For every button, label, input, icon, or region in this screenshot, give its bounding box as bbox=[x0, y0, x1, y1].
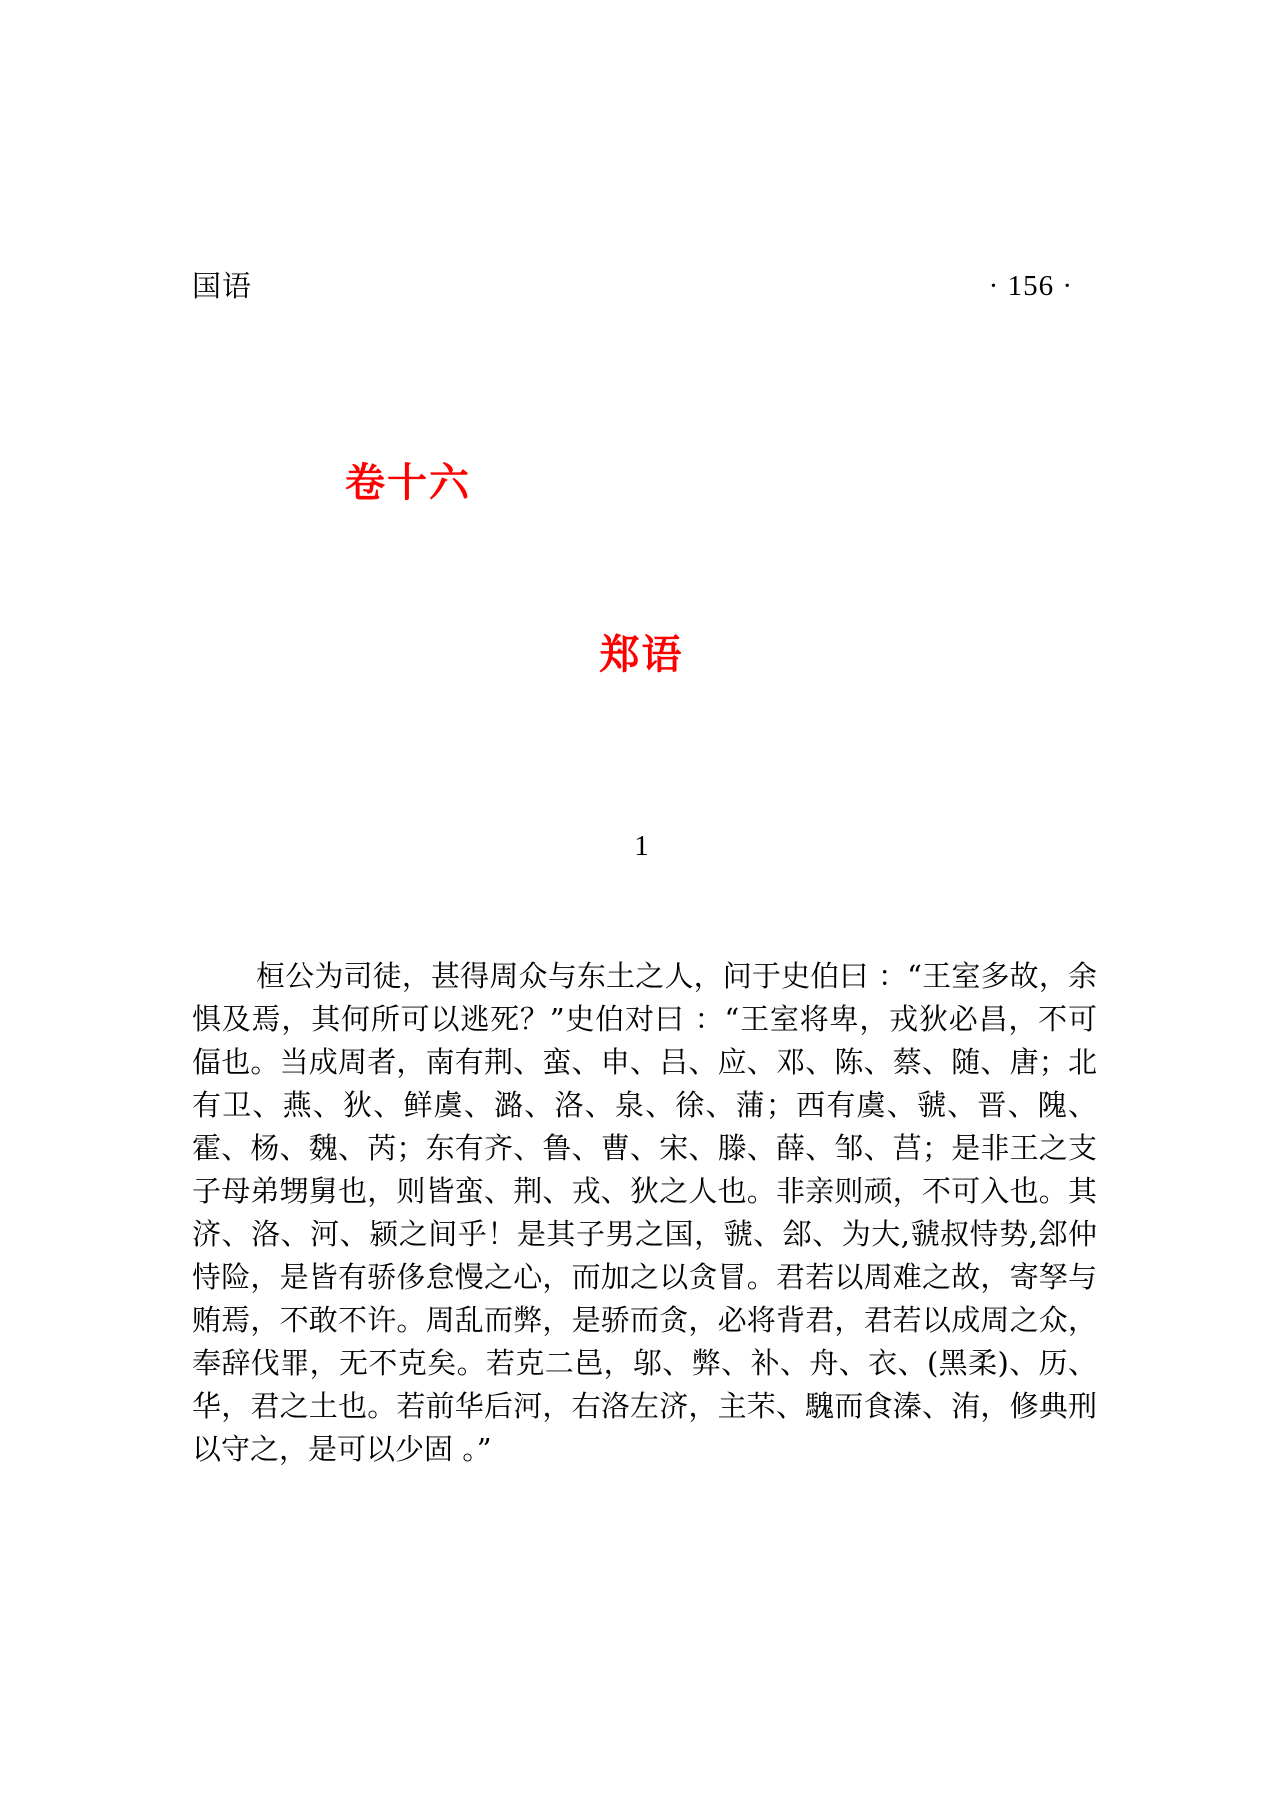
page-number: · 156 · bbox=[988, 270, 1073, 302]
volume-title: 卷十六 bbox=[345, 460, 471, 506]
section-title: 郑语 bbox=[599, 632, 684, 678]
chapter-number: 1 bbox=[634, 830, 649, 862]
body-paragraph: 桓公为司徒，甚得周众与东土之人，问于史伯曰 ：“王室多故，余惧及焉，其何所可以逃死？”史伯对曰 ：“王室将卑，戎狄必昌，不可偪也。当成周者，南有荆、蛮、申、吕、应、邓、陈、蔡、随、唐；北有卫、燕、狄、鲜虞、潞、洛、泉、徐、蒲；西有虞、虢、晋、隗、霍、杨、魏、芮；东有齐、鲁、曹、宋、滕、薛、邹、莒；是非王之支子母弟甥舅也，则皆蛮、荆、戎、狄之人也。非亲则顽，不可入也。其济、洛、河、颍之间乎！是其子男之国，虢、郐、为大,虢叔恃势,郐仲恃险，是皆有骄侈怠慢之心，而加之以贪冒。君若以周难之故，寄孥与贿焉，不敢不许。周乱而弊，是骄而贪，必将背君，君若以成周之众，奉辞伐罪，无不克矣。若克二邑，邬、弊、补、舟、衣、(黑柔)、历、华，君之土也。若前华后河，右洛左济，主芣、騩而食溱、洧，修典刑以守之，是可以少固 。” bbox=[192, 959, 1097, 1466]
running-header-book-title: 国语 bbox=[192, 269, 253, 303]
